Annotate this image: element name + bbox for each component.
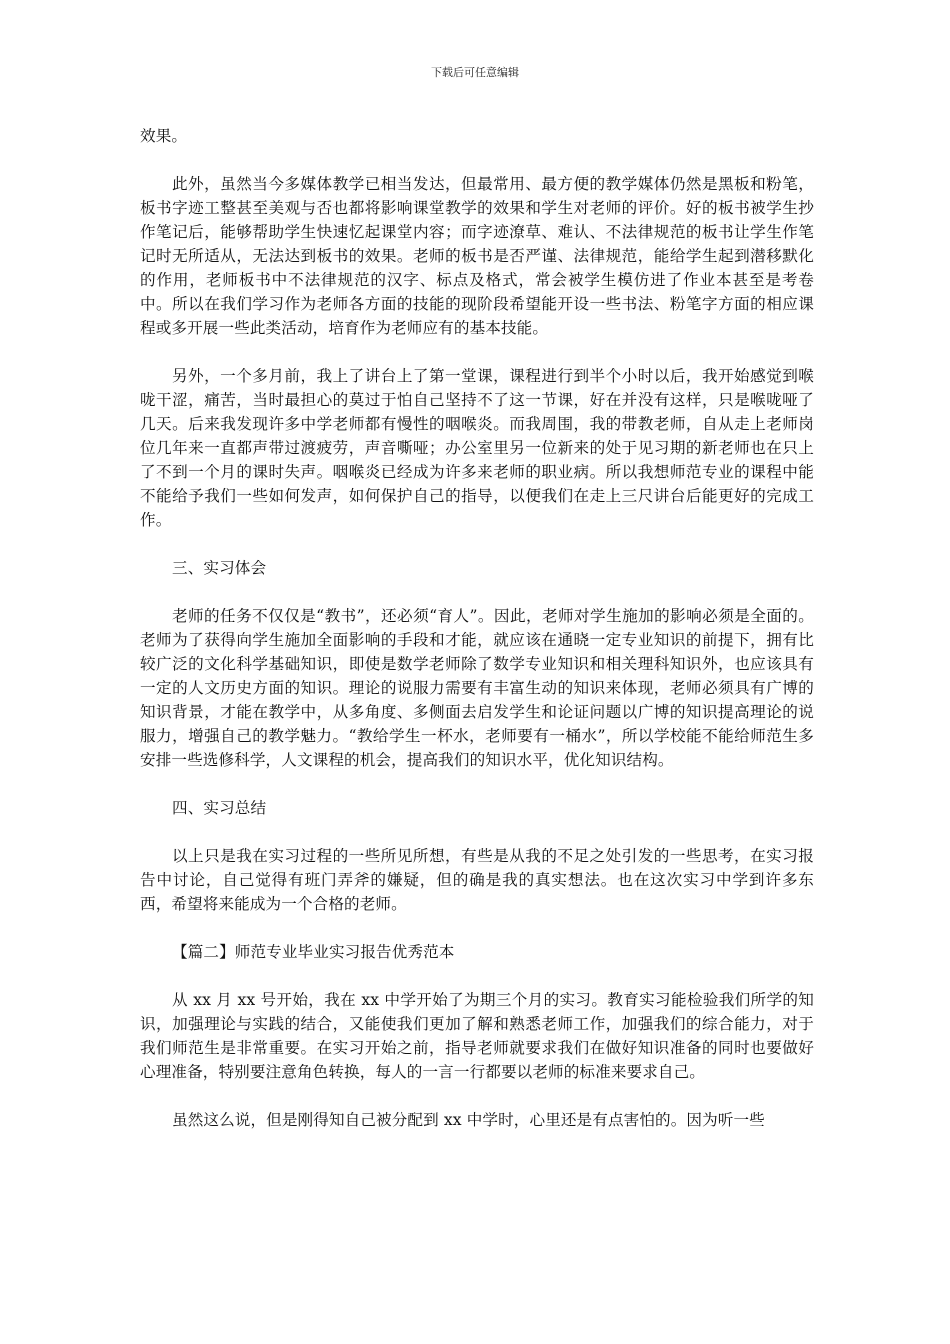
paragraph: 虽然这么说，但是刚得知自己被分配到 xx 中学时，心里还是有点害怕的。因为听一些 [172, 1111, 765, 1129]
section-heading: 四、实习总结 [172, 799, 267, 817]
document-body [140, 124, 814, 1156]
paragraph: 老师的任务不仅仅是“教书”，还必须“育人”。因此，老师对学生施加的影响必须是全面的。老师为了获得向学生施加全面影响的手段和才能，就应该在通晓一定专业知识的前提下，拥有比较广泛的文化科学基础知识，即使是数学老师除了数学专业知识和相关理科知识外，也应该具有一定的人文历史方面的知识。理论的说服力需要有丰富生动的知识来体现，老师必须具有广博的知识背景，才能在教学中，从多角度、多侧面去启发学生和论证问题以广博的知识提高理论的说服力，增强自己的教学魅力。“教给学生一杯水，老师要有一桶水”，所以学校能不能给师范生多安排一些选修科学，人文课程的机会，提高我们的知识水平，优化知识结构。 [140, 607, 814, 769]
paragraph: 此外，虽然当今多媒体教学已相当发达，但最常用、最方便的教学媒体仍然是黑板和粉笔，板书字迹工整甚至美观与否也都将影响课堂教学的效果和学生对老师的评价。好的板书被学生抄作笔记后，能够帮助学生快速忆起课堂内容；而字迹潦草、难认、不法律规范的板书让学生作笔记时无所适从，无法达到板书的效果。老师的板书是否严谨、法律规范，能给学生起到潜移默化的作用，老师板书中不法律规范的汉字、标点及格式，常会被学生模仿进了作业本甚至是考卷中。所以在我们学习作为老师各方面的技能的现阶段希望能开设一些书法、粉笔字方面的相应课程或多开展一些此类活动，培育作为老师应有的基本技能。 [140, 175, 814, 337]
paragraph: 以上只是我在实习过程的一些所见所想，有些是从我的不足之处引发的一些思考，在实习报告中讨论，自己觉得有班门弄斧的嫌疑，但的确是我的真实想法。也在这次实习中学到许多东西，希望将来能成为一个合格的老师。 [140, 847, 814, 913]
paragraph: 从 xx 月 xx 号开始，我在 xx 中学开始了为期三个月的实习。教育实习能检验我们所学的知识，加强理论与实践的结合，又能使我们更加了解和熟悉老师工作，加强我们的综合能力，对于我们师范生是非常重要。在实习开始之前，指导老师就要求我们在做好知识准备的同时也要做好心理准备，特别要注意角色转换，每人的一言一行都要以老师的标准来要求自己。 [140, 991, 814, 1081]
page-header: 下载后可任意编辑 [431, 66, 519, 79]
section-heading: 三、实习体会 [172, 559, 267, 577]
paragraph: 效果。 [140, 127, 188, 145]
section-heading: 【篇二】师范专业毕业实习报告优秀范本 [172, 943, 455, 961]
paragraph: 另外，一个多月前，我上了讲台上了第一堂课，课程进行到半个小时以后，我开始感觉到喉咙干涩，痛苦，当时最担心的莫过于怕自己坚持不了这一节课，好在并没有这样，只是喉咙哑了几天。后来我发现许多中学老师都有慢性的咽喉炎。而我周围，我的带教老师，自从走上老师岗位几年来一直都声带过渡疲劳，声音嘶哑；办公室里另一位新来的处于见习期的新老师也在只上了不到一个月的课时失声。咽喉炎已经成为许多来老师的职业病。所以我想师范专业的课程中能不能给予我们一些如何发声，如何保护自己的指导，以便我们在走上三尺讲台后能更好的完成工作。 [140, 367, 814, 529]
